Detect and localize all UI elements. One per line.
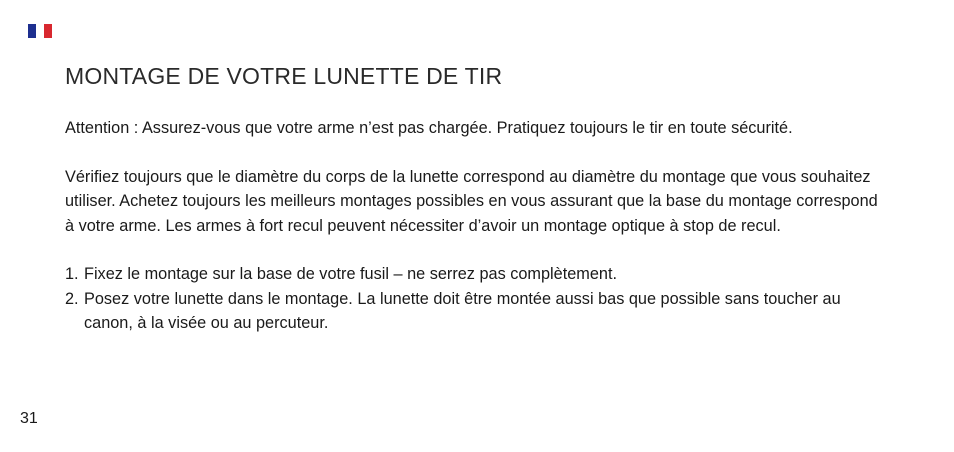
step-text: Fixez le montage sur la base de votre fusil – ne serrez pas complètement. — [84, 265, 618, 283]
mount-info-paragraph: Vérifiez toujours que le diamètre du corps de la lunette correspond au diamètre du montage que vous souhaitez utiliser. Achetez toujours les meilleurs montages possibles en vous assurant que la base du montage correspond à votre arme. Les armes à fort recul peuvent nécessiter d’avoir un montage optique à stop de recul. — [65, 167, 878, 235]
page-title: MONTAGE DE VOTRE LUNETTE DE TIR — [65, 63, 503, 89]
step-text: Posez votre lunette dans le montage. La lunette doit être montée aussi bas que possible sans toucher au canon, à la visée ou au percuteur. — [84, 289, 841, 332]
list-item — [65, 262, 885, 287]
flag-stripe-white — [36, 24, 44, 38]
list-item — [65, 287, 885, 336]
france-flag-icon — [28, 24, 52, 38]
step-number: 1. — [65, 265, 79, 283]
flag-stripe-blue — [28, 24, 36, 38]
page-number: 31 — [20, 410, 38, 427]
warning-paragraph: Attention : Assurez-vous que votre arme n’est pas chargée. Pratiquez toujours le tir en toute sécurité. — [65, 119, 793, 137]
page-content — [65, 116, 885, 336]
steps-list — [65, 262, 885, 336]
flag-stripe-red — [44, 24, 52, 38]
step-number: 2. — [65, 289, 79, 308]
